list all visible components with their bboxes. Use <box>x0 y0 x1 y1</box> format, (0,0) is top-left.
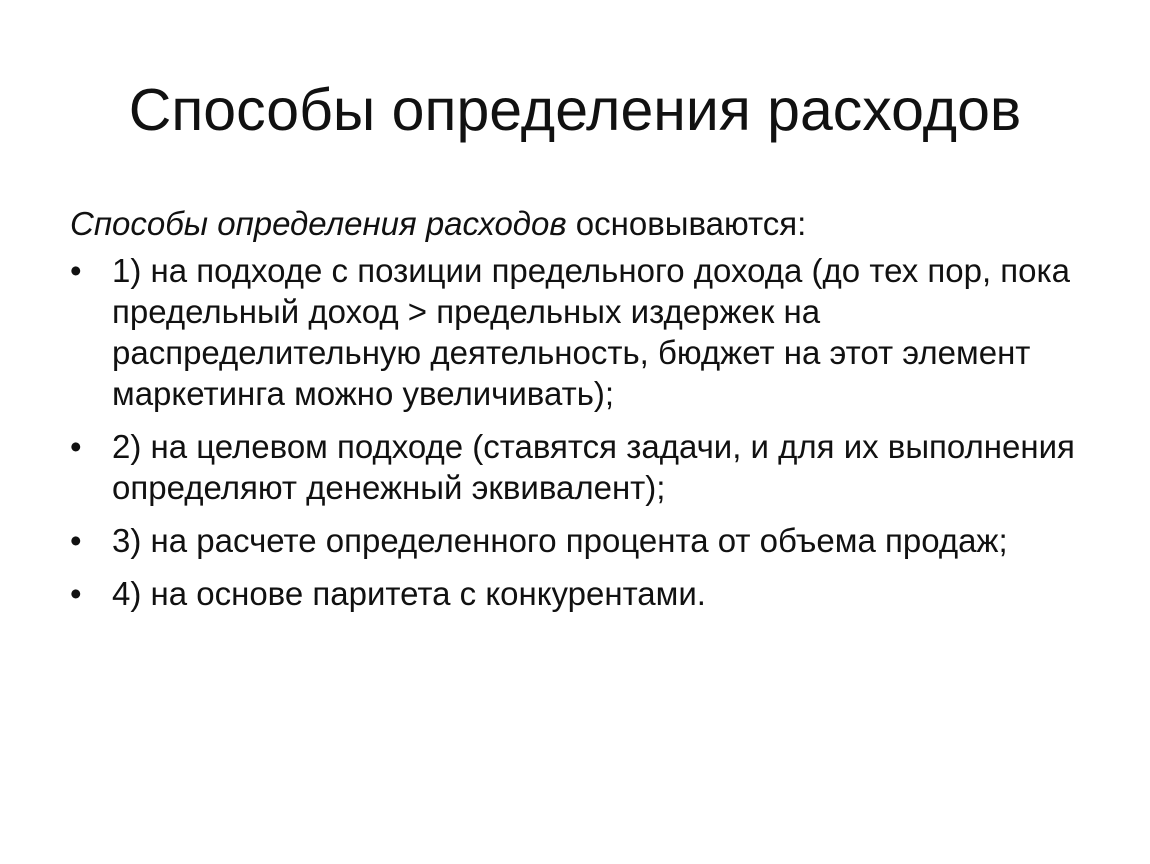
list-item <box>70 520 1090 561</box>
bullet-icon: • <box>70 252 82 289</box>
intro-line <box>70 203 1090 244</box>
list-item <box>70 573 1090 614</box>
bullet-icon: • <box>70 575 82 612</box>
list-item <box>70 426 1090 508</box>
bullet-icon: • <box>70 522 82 559</box>
slide-content <box>70 203 1090 626</box>
bullet-list <box>70 250 1090 614</box>
list-item-text: 3) на расчете определенного процента от объема продаж; <box>112 522 1008 559</box>
slide-title: Способы определения расходов <box>128 77 1022 143</box>
list-item-text: 2) на целевом подходе (ставятся задачи, и для их выполнения определяют денежный эквивалент); <box>112 428 1075 506</box>
intro-rest: основываются: <box>566 205 807 242</box>
list-item <box>70 250 1090 414</box>
intro-italic: Способы определения расходов <box>70 205 567 242</box>
list-item-text: 1) на подходе с позиции предельного дохода (до тех пор, пока предельный доход > предельных издержек на распределительную деятельность, бюджет на этот элемент маркетинга можно увеличивать); <box>112 252 1071 412</box>
bullet-icon: • <box>70 428 82 465</box>
list-item-text: 4) на основе паритета с конкурентами. <box>112 575 706 612</box>
